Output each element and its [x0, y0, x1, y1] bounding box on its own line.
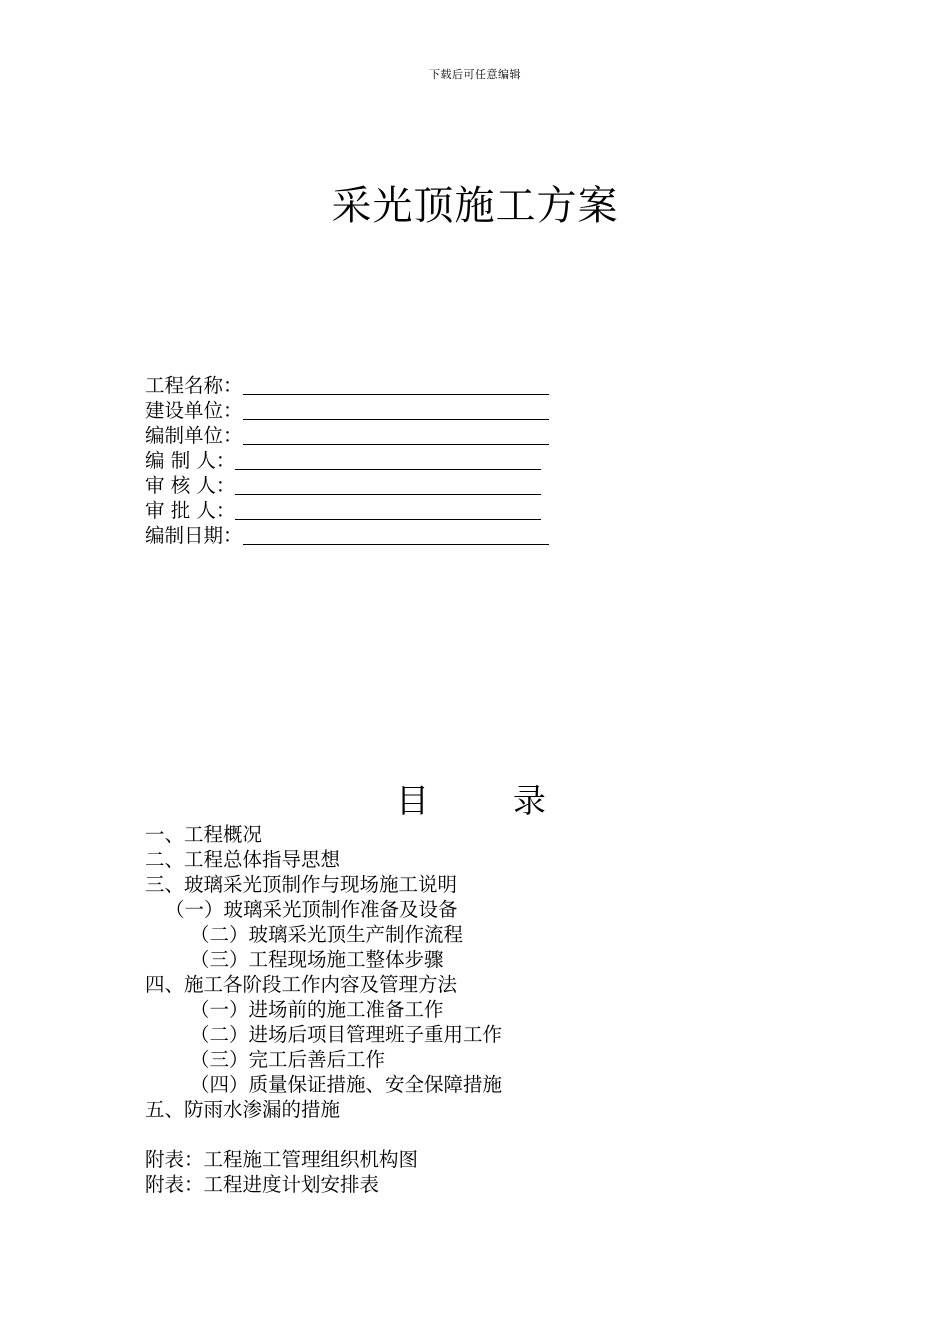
field-label: 编 制 人： — [145, 449, 236, 472]
fill-line[interactable] — [243, 444, 549, 445]
header-note: 下载后可任意编辑 — [429, 68, 521, 81]
toc-subitem: （二）进场后项目管理班子重用工作 — [190, 1023, 503, 1046]
toc-item: 四、施工各阶段工作内容及管理方法 — [145, 973, 458, 996]
toc-subitem: （四）质量保证措施、安全保障措施 — [190, 1073, 503, 1096]
toc-item: 五、防雨水渗漏的措施 — [145, 1098, 341, 1121]
toc-subitem: （二）玻璃采光顶生产制作流程 — [190, 923, 464, 946]
toc-item: 一、工程概况 — [145, 823, 263, 846]
field-label: 审 批 人： — [145, 499, 236, 522]
fill-line[interactable] — [243, 419, 549, 420]
fill-line[interactable] — [235, 469, 541, 470]
toc-subitem: （一）进场前的施工准备工作 — [190, 998, 444, 1021]
toc-item: 二、工程总体指导思想 — [145, 848, 341, 871]
table-of-contents — [145, 822, 502, 1197]
toc-subitem: （三）工程现场施工整体步骤 — [190, 948, 444, 971]
field-label: 编制日期： — [145, 524, 243, 547]
field-label: 工程名称： — [145, 374, 243, 397]
field-project-name — [145, 373, 549, 398]
field-compiler — [145, 448, 549, 473]
field-compile-date — [145, 523, 549, 548]
fill-line[interactable] — [235, 519, 541, 520]
field-compiling-unit — [145, 423, 549, 448]
field-label: 建设单位： — [145, 399, 243, 422]
fill-line[interactable] — [243, 394, 549, 395]
toc-item: 三、玻璃采光顶制作与现场施工说明 — [145, 873, 458, 896]
toc-title: 目 录 — [396, 781, 546, 820]
field-label: 编制单位： — [145, 424, 243, 447]
toc-spacer — [145, 1122, 502, 1147]
toc-subitem: （一）玻璃采光顶制作准备及设备 — [165, 898, 458, 921]
field-label: 审 核 人： — [145, 474, 236, 497]
field-construction-unit — [145, 398, 549, 423]
field-approver — [145, 498, 549, 523]
fill-line[interactable] — [243, 544, 549, 545]
fill-line[interactable] — [235, 494, 541, 495]
cover-fields — [145, 373, 549, 548]
toc-subitem: （三）完工后善后工作 — [190, 1048, 386, 1071]
toc-appendix-item: 附表：工程施工管理组织机构图 — [145, 1148, 419, 1171]
document-title: 采光顶施工方案 — [331, 183, 619, 229]
toc-appendix-item: 附表：工程进度计划安排表 — [145, 1173, 380, 1196]
field-reviewer — [145, 473, 549, 498]
